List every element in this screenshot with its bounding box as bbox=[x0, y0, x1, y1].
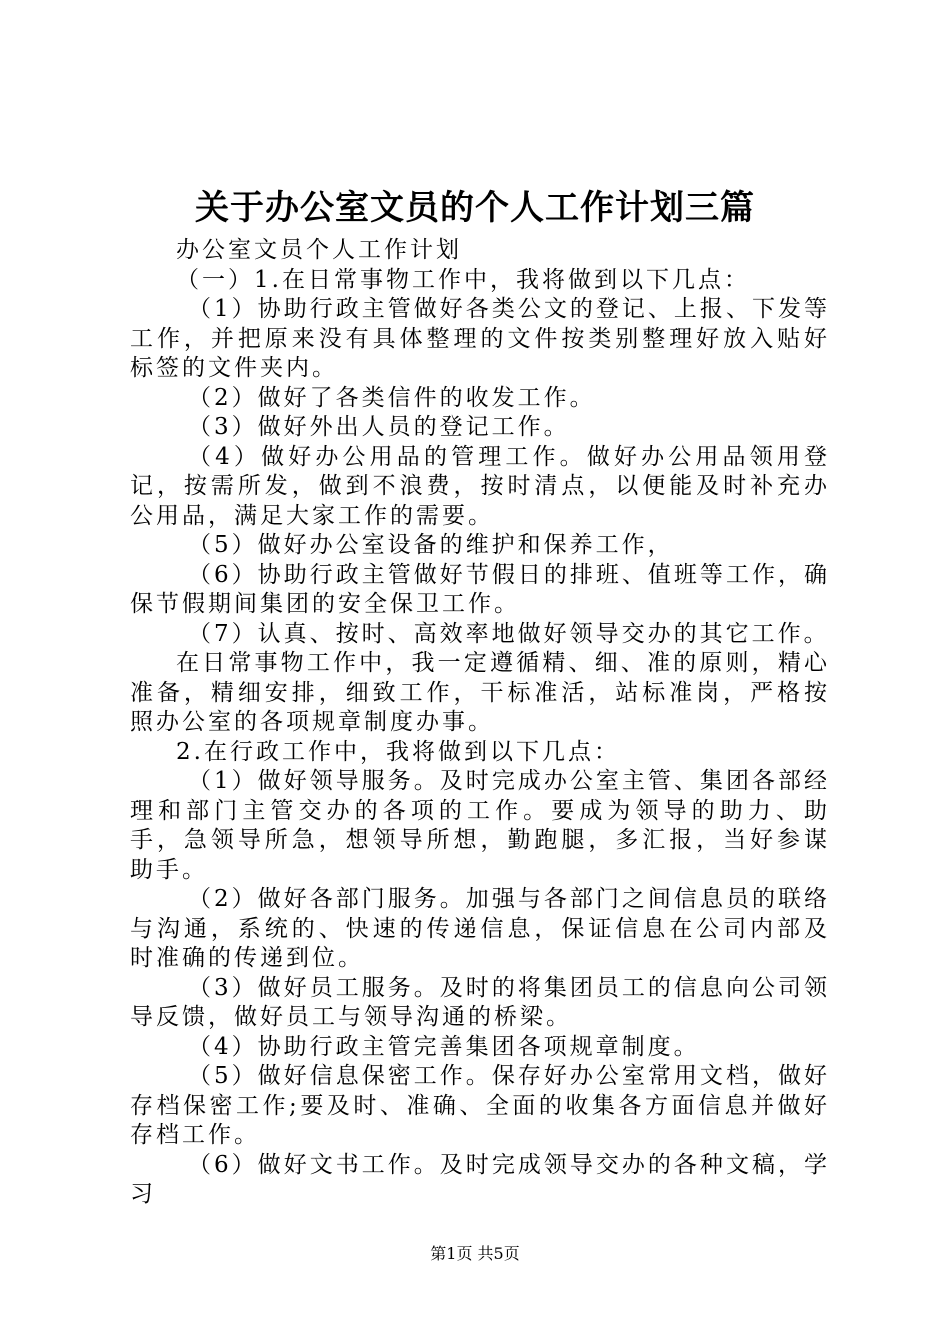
paragraph: （3）做好员工服务。及时的将集团员工的信息向公司领导反馈，做好员工与领导沟通的桥梁。 bbox=[130, 974, 830, 1030]
page-footer: 第1页 共5页 bbox=[430, 1244, 520, 1263]
paragraph: 2.在行政工作中，我将做到以下几点： bbox=[176, 738, 620, 765]
paragraph: （5）做好办公室设备的维护和保养工作， bbox=[188, 532, 674, 558]
paragraph: （6）协助行政主管做好节假日的排班、值班等工作，确保节假期间集团的安全保卫工作。 bbox=[130, 561, 830, 617]
paragraph: （4）做好办公用品的管理工作。做好办公用品领用登记，按需所发，做到不浪费，按时清点，以便能及时补充办公用品，满足大家工作的需要。 bbox=[130, 443, 830, 529]
paragraph: （一）1.在日常事物工作中，我将做到以下几点： bbox=[176, 266, 750, 293]
paragraph: （6）做好文书工作。及时完成领导交办的各种文稿，学习 bbox=[130, 1151, 830, 1207]
paragraph: （2）做好各部门服务。加强与各部门之间信息员的联络与沟通，系统的、快速的传递信息，保证信息在公司内部及时准确的传递到位。 bbox=[130, 886, 830, 971]
paragraph: 办公室文员个人工作计划 bbox=[176, 237, 462, 263]
paragraph: （3）做好外出人员的登记工作。 bbox=[188, 414, 570, 440]
paragraph: 在日常事物工作中，我一定遵循精、细、准的原则，精心准备，精细安排，细致工作，干标准活，站标准岗，严格按照办公室的各项规章制度办事。 bbox=[130, 650, 830, 735]
paragraph: （7）认真、按时、高效率地做好领导交办的其它工作。 bbox=[188, 620, 830, 647]
paragraph: （2）做好了各类信件的收发工作。 bbox=[188, 384, 596, 411]
document-body bbox=[130, 236, 830, 1210]
paragraph: （1）协助行政主管做好各类公文的登记、上报、下发等工作，并把原来没有具体整理的文件按类别整理好放入贴好标签的文件夹内。 bbox=[130, 296, 830, 381]
paragraph: （1）做好领导服务。及时完成办公室主管、集团各部经理和部门主管交办的各项的工作。要成为领导的助力、助手，急领导所急，想领导所想，勤跑腿，多汇报，当好参谋助手。 bbox=[130, 768, 830, 883]
paragraph: （5）做好信息保密工作。保存好办公室常用文档，做好存档保密工作;要及时、准确、全面的收集各方面信息并做好存档工作。 bbox=[130, 1063, 830, 1148]
paragraph: （4）协助行政主管完善集团各项规章制度。 bbox=[188, 1033, 700, 1060]
document-title: 关于办公室文员的个人工作计划三篇 bbox=[195, 188, 755, 228]
